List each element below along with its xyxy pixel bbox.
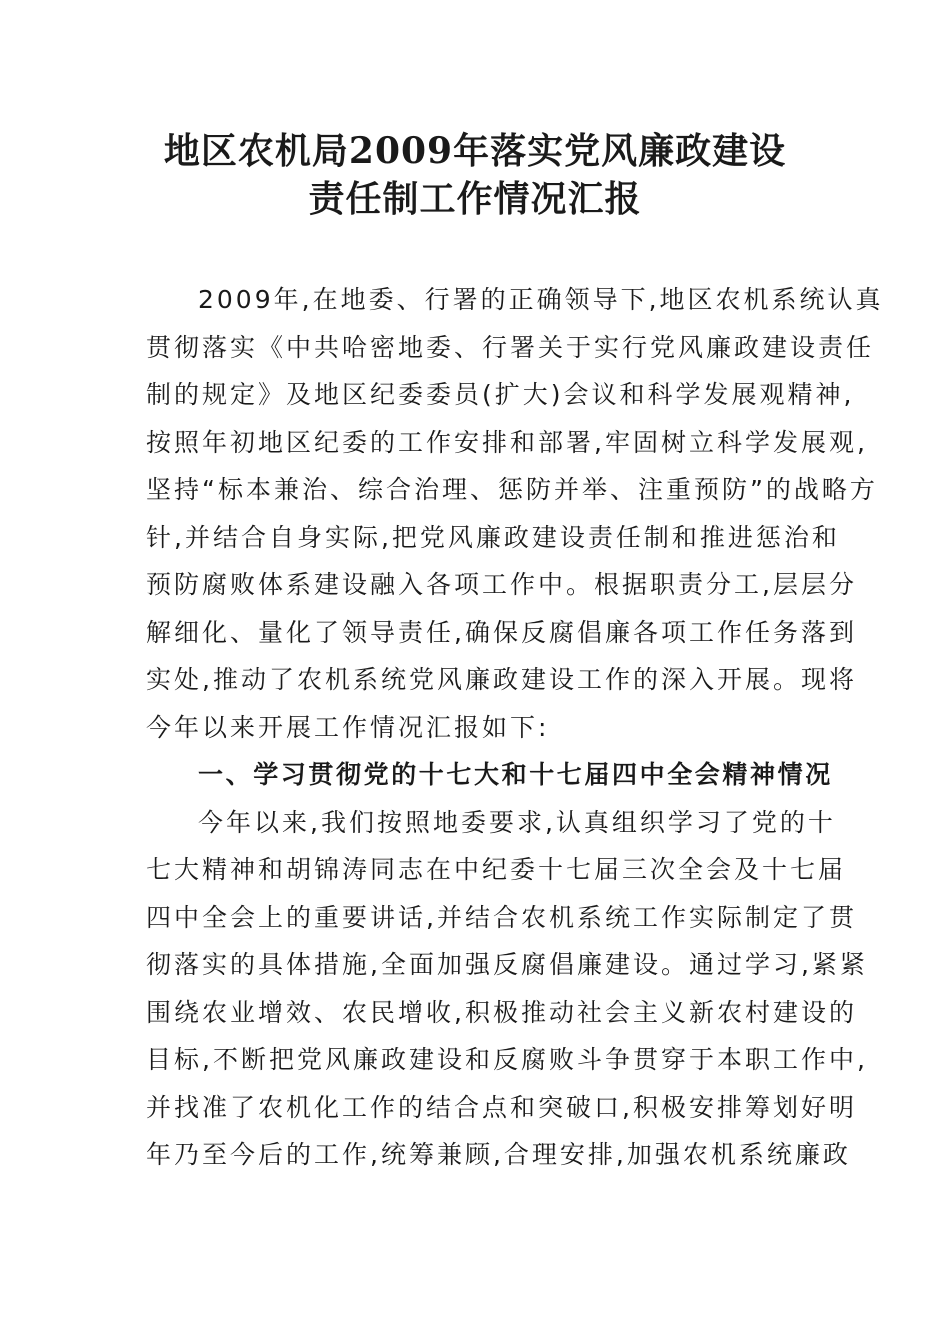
title-line-2: 责任制工作情况汇报 [308,178,642,220]
text-line: 贯彻落实《中共哈密地委、行署关于实行党风廉政建设责任 [146,332,875,362]
document-body [146,276,884,1179]
text-line: 今年以来开展工作情况汇报如下: [146,712,550,742]
text-line: 彻落实的具体措施,全面加强反腐倡廉建设。通过学习,紧紧 [146,950,868,979]
text-line: 并找准了农机化工作的结合点和突破口,积极安排筹划好明 [146,1092,857,1122]
section-heading-1: 一、学习贯彻党的十七大和十七届四中全会精神情况 [198,760,833,789]
paragraph-section-1 [146,799,868,1179]
text-line: 2009年,在地委、行署的正确领导下,地区农机系统认真 [198,285,884,314]
text-line: 七大精神和胡锦涛同志在中纪委十七届三次全会及十七届 [146,855,847,884]
text-line: 预防腐败体系建设融入各项工作中。根据职责分工,层层分 [146,570,857,599]
text-line: 按照年初地区纪委的工作安排和部署,牢固树立科学发展观, [146,427,868,457]
title-line-1: 地区农机局2009年落实党风廉政建设 [163,130,787,172]
text-line: 解细化、量化了领导责任,确保反腐倡廉各项工作任务落到 [146,617,857,647]
paragraph-intro [146,276,884,751]
text-line: 四中全会上的重要讲话,并结合农机系统工作实际制定了贯 [146,902,857,932]
text-line: 实处,推动了农机系统党风廉政建设工作的深入开展。现将 [146,665,857,694]
text-line: 今年以来,我们按照地委要求,认真组织学习了党的十 [198,807,836,837]
text-line: 目标,不断把党风廉政建设和反腐败斗争贯穿于本职工作中, [146,1045,868,1074]
text-line: 坚持“标本兼治、综合治理、惩防并举、注重预防”的战略方 [146,475,878,504]
text-line: 针,并结合自身实际,把党风廉政建设责任制和推进惩治和 [146,522,840,552]
text-line: 围绕农业增效、农民增收,积极推动社会主义新农村建设的 [146,997,857,1027]
text-line: 年乃至今后的工作,统筹兼顾,合理安排,加强农机系统廉政 [146,1140,851,1169]
text-line: 制的规定》及地区纪委委员(扩大)会议和科学发展观精神, [146,380,855,409]
